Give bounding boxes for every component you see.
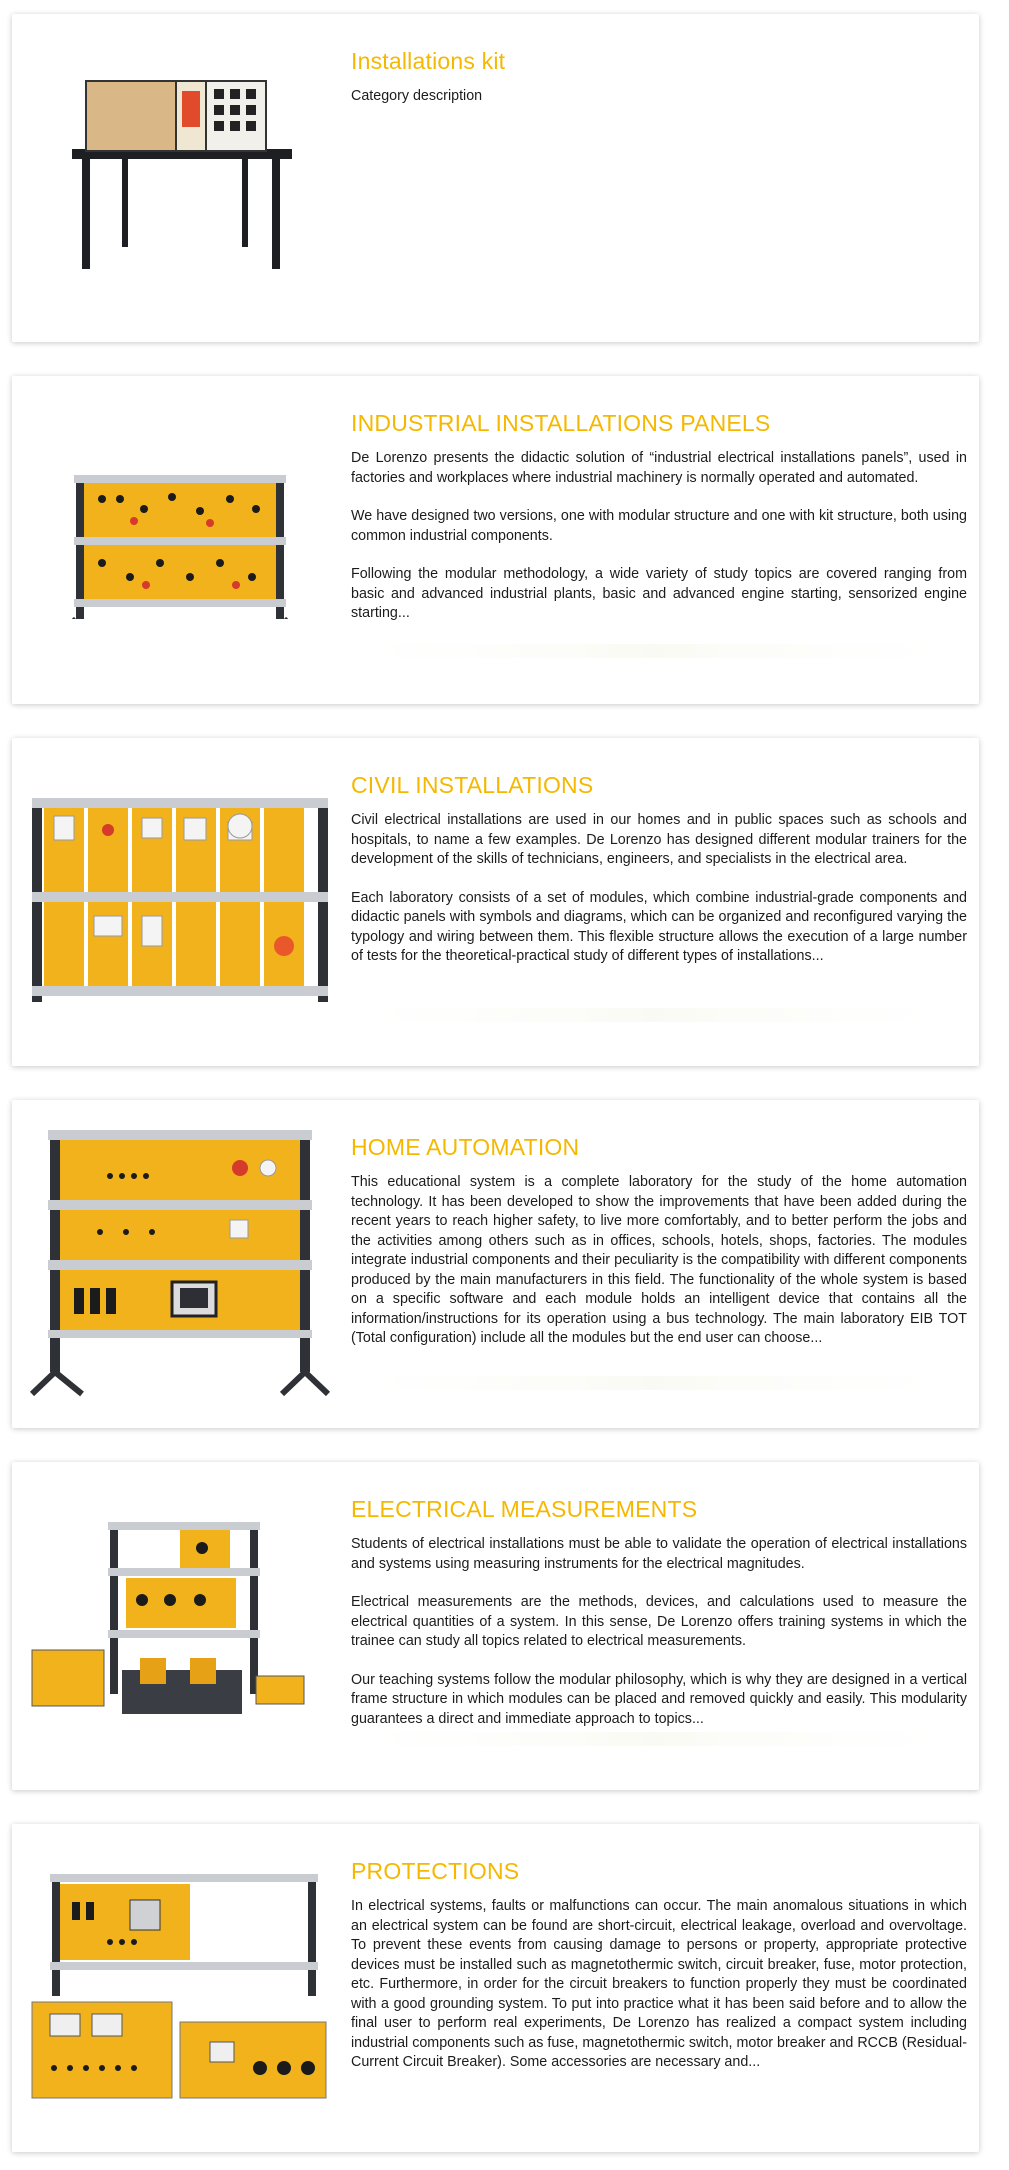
category-description [351,1535,967,1729]
category-description [351,87,967,107]
category-card-electrical-measurements[interactable] [12,1462,979,1790]
category-card-civil-installations[interactable] [12,738,979,1066]
industrial-panel-icon [60,459,300,619]
category-image[interactable] [30,1852,330,2122]
category-title[interactable]: ELECTRICAL MEASUREMENTS [351,1496,698,1522]
description-paragraph: In electrical systems, faults or malfunctions can occur. The main anomalous situations in which an electrical system can be found are short-circuit, electrical leakage, overload and overvoltage. To prevent these events from causing damage to persons or property, appropriate protective devices must be installed such as magnetothermic switch, circuit breaker, fuse, motor protection, etc. Furthermore, in order for the circuit breakers to function properly they must be coordinated with a good grounding system. To put into practice what it has been said before and to allow the final user to perform real experiments, De Lorenzo has realized a compact system including industrial components such as fuse, magnetothermic switch, motor breaker and RCCB (Residual-Current Circuit Breaker). Some accessories are necessary and... [351,1898,967,2070]
measurement-bench-icon [30,1520,330,1730]
category-body [351,1118,967,1368]
protections-panel-icon [30,1872,330,2102]
category-card-protections[interactable] [12,1824,979,2152]
description-paragraph: Students of electrical installations must be able to validate the operation of electrical installations and systems using measuring instruments for the electrical magnitudes. [351,1536,967,1572]
fade-overlay [372,1732,932,1746]
category-title[interactable]: PROTECTIONS [351,1858,520,1884]
category-image[interactable] [30,42,330,312]
description-paragraph: De Lorenzo presents the didactic solution of “industrial electrical installations panels”, used in factories and workplaces where industrial machinery is normally operated and automated. [351,450,967,486]
description-paragraph: Following the modular methodology, a wide variety of study topics are covered ranging from basic and advanced industrial plants, basic and advanced engine starting, sensorized engine starting... [351,566,967,621]
category-body [351,394,967,643]
category-image[interactable] [30,1128,330,1398]
description-paragraph: Category description [351,88,483,104]
category-card-installations-kit[interactable] [12,14,979,342]
category-card-industrial-installations-panels[interactable] [12,376,979,704]
category-title[interactable]: CIVIL INSTALLATIONS [351,772,594,798]
category-image[interactable] [30,766,330,1036]
description-paragraph: Civil electrical installations are used in our homes and in public spaces such as schools and hospitals, to name a few examples. De Lorenzo has designed different modular trainers for the development of the skills of technicians, engineers, and specialists in the electrical area. [351,812,967,867]
category-description [351,811,967,967]
description-paragraph: Each laboratory consists of a set of modules, which combine industrial-grade components and didactic panels with symbols and diagrams, which can be organized and reconfigured varying the typology and wiring between them. This flexible structure allows the execution of a large number of tests for the theoretical-practical study of different types of installations... [351,889,967,964]
category-title[interactable]: HOME AUTOMATION [351,1134,580,1160]
category-image[interactable] [30,404,330,674]
category-image[interactable] [30,1490,330,1760]
home-automation-panel-icon [30,1128,330,1398]
category-description [351,449,967,624]
category-title[interactable]: INDUSTRIAL INSTALLATIONS PANELS [351,410,771,436]
category-description [351,1173,967,1349]
category-body [351,756,967,986]
fade-overlay [372,644,932,658]
category-card-home-automation[interactable] [12,1100,979,1428]
category-description [351,1897,967,2073]
description-paragraph: We have designed two versions, one with modular structure and one with kit structure, both using common industrial components. [351,508,967,544]
fade-overlay [372,1008,932,1022]
description-paragraph: This educational system is a complete laboratory for the study of the home automation technology. It has been developed to show the improvements that have been added during the recent years to reach higher safety, to live more comfortably, and to better perform the jobs and the activities among others such as in offices, schools, hotels, shops, factories. The modules integrate industrial components and their peculiarity is the compatibility with different components produced by the main manufacturers in this field. The functionality of the whole system is based on a specific software and each module holds an intelligent device that contains all the information/instructions for its operation using a bus technology. The main laboratory EIB TOT (Total configuration) include all the modules but the end user can choose... [351,1174,967,1346]
category-title[interactable]: Installations kit [351,48,506,74]
civil-installations-panel-icon [30,796,330,1006]
category-body [351,32,967,126]
category-body [351,1480,967,1748]
fade-overlay [372,1376,932,1390]
description-paragraph: Our teaching systems follow the modular philosophy, which is why they are designed in a vertical frame structure in which modules can be placed and removed quickly and easily. This modularity guarantees a direct and immediate approach to topics... [351,1671,967,1727]
description-paragraph: Electrical measurements are the methods, devices, and calculations used to measure the electrical quantities of a system. In this sense, De Lorenzo offers training systems in which the trainee can study all topics related to electrical measurements. [351,1594,967,1649]
category-body [351,1842,967,2092]
workbench-kit-icon [60,77,300,277]
